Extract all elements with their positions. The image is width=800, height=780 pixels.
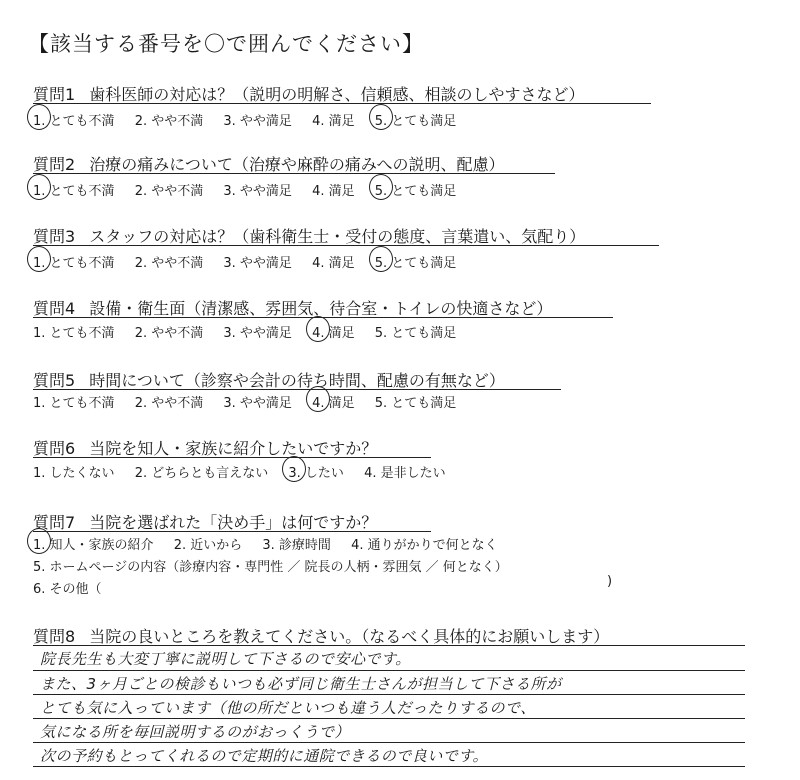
question-5 [33,368,505,391]
question-5-options [33,392,472,411]
question-6-underline [33,457,431,458]
instruction-heading: 【該当する番号を〇で囲んでください】 [28,32,424,56]
q1-option-4[interactable]: 4. 満足 [312,114,355,129]
q7-option-4[interactable]: 4. 通りがかりで何となく [351,538,498,553]
question-1-underline [33,103,651,104]
question-1-text: 歯科医師の対応は？（説明の明解さ、信頼感、相談のしやすさなど） [89,85,585,104]
q3-option-2[interactable]: 2. やや不満 [134,256,204,271]
q4-option-1[interactable]: 1. とても不満 [33,326,115,341]
question-8-text: 当院の良いところを教えてください。（なるべく具体的にお願いします） [89,627,610,646]
q2-option-5[interactable]: 5. とても満足 [375,180,457,199]
q3-option-3[interactable]: 3. やや満足 [223,256,292,271]
question-2-underline [33,173,555,174]
q5-option-3[interactable]: 3. やや満足 [223,396,292,411]
handwritten-line: とても気に入っています（他の所だといつも違う人だったりするので、 [40,699,536,717]
q4-option-3[interactable]: 3. やや満足 [223,326,292,341]
question-6 [33,436,377,459]
question-7 [33,510,377,533]
question-4 [33,296,552,319]
question-1-number: 質問1 [33,85,76,104]
question-8 [33,624,609,647]
question-1-options [33,110,472,129]
q6-option-4[interactable]: 4. 是非したい [364,466,446,481]
answer-line-5 [33,742,745,743]
question-6-options [33,462,462,481]
handwritten-line: 次の予約もとってくれるので定期的に通院できるので良いです。 [40,747,489,765]
q3-option-5[interactable]: 5. とても満足 [375,252,457,271]
question-2-text: 治療の痛みについて（治療や麻酔の痛みへの説明、配慮） [89,155,505,174]
q4-option-5[interactable]: 5. とても満足 [374,326,457,341]
q7-option-3[interactable]: 3. 診療時間 [262,538,331,553]
q2-option-3[interactable]: 3. やや満足 [223,184,292,199]
question-3-underline [33,245,659,246]
q6-option-3[interactable]: 3. したい [288,462,344,481]
q2-option-4[interactable]: 4. 満足 [312,184,355,199]
question-2-options [33,180,472,199]
question-2-number: 質問2 [33,155,76,174]
answer-line-4 [33,718,745,719]
answer-line-2 [33,670,745,671]
q7-option-6[interactable]: 6. その他（ [33,582,102,597]
question-3-text: スタッフの対応は？（歯科衛生士・受付の態度、言葉遣い、気配り） [89,227,586,246]
question-2 [33,152,505,175]
question-4-text: 設備・衛生面（清潔感、雰囲気、待合室・トイレの快適さなど） [89,299,553,318]
question-5-number: 質問5 [33,371,76,390]
q6-option-2[interactable]: 2. どちらとも言えない [134,466,269,481]
q7-option-5[interactable]: 5. ホームページの内容（診療内容・専門性 ／ 院長の人柄・雰囲気 ／ 何となく） [33,560,508,575]
question-3 [33,224,585,247]
question-7-text: 当院を選ばれた「決め手」は何ですか？ [89,513,378,532]
q3-option-1[interactable]: 1. とても不満 [33,252,115,271]
q5-option-2[interactable]: 2. やや不満 [134,396,204,411]
handwritten-line: また、3ヶ月ごとの検診もいつも必ず同じ衛生士さんが担当して下さる所が [40,675,562,693]
q2-option-1[interactable]: 1. とても不満 [33,180,115,199]
handwritten-line: 気になる所を毎回説明するのがおっくうで） [40,723,351,741]
handwritten-line: 院長先生も大変丁寧に説明して下さるので安心です。 [40,650,411,668]
q5-option-5[interactable]: 5. とても満足 [374,396,457,411]
q7-other-close-paren: ) [607,574,613,589]
question-8-number: 質問8 [33,627,76,646]
question-5-text: 時間について（診察や会計の待ち時間、配慮の有無など） [89,371,505,390]
q3-option-4[interactable]: 4. 満足 [312,256,355,271]
question-6-text: 当院を知人・家族に紹介したいですか？ [89,439,378,458]
q2-option-2[interactable]: 2. やや不満 [134,184,204,199]
q4-option-4[interactable]: 4. 満足 [312,322,355,341]
question-5-underline [33,389,561,390]
question-3-number: 質問3 [33,227,76,246]
answer-line-3 [33,694,745,695]
q5-option-1[interactable]: 1. とても不満 [33,396,115,411]
question-7-options [33,534,514,553]
q4-option-2[interactable]: 2. やや不満 [134,326,204,341]
q1-option-3[interactable]: 3. やや満足 [223,114,292,129]
q6-option-1[interactable]: 1. したくない [33,466,115,481]
question-6-number: 質問6 [33,439,76,458]
question-4-options [33,322,472,341]
question-1 [33,82,585,105]
q5-option-4[interactable]: 4. 満足 [312,392,355,411]
q1-option-1[interactable]: 1. とても不満 [33,110,115,129]
q1-option-5[interactable]: 5. とても満足 [375,110,457,129]
question-4-number: 質問4 [33,299,76,318]
answer-line-6 [33,766,745,767]
answer-line-1 [33,645,745,646]
q7-option-1[interactable]: 1. 知人・家族の紹介 [33,534,154,553]
q7-option-2[interactable]: 2. 近いから [173,538,243,553]
question-7-number: 質問7 [33,513,76,532]
question-3-options [33,252,472,271]
question-7-underline [33,531,431,532]
q1-option-2[interactable]: 2. やや不満 [134,114,204,129]
